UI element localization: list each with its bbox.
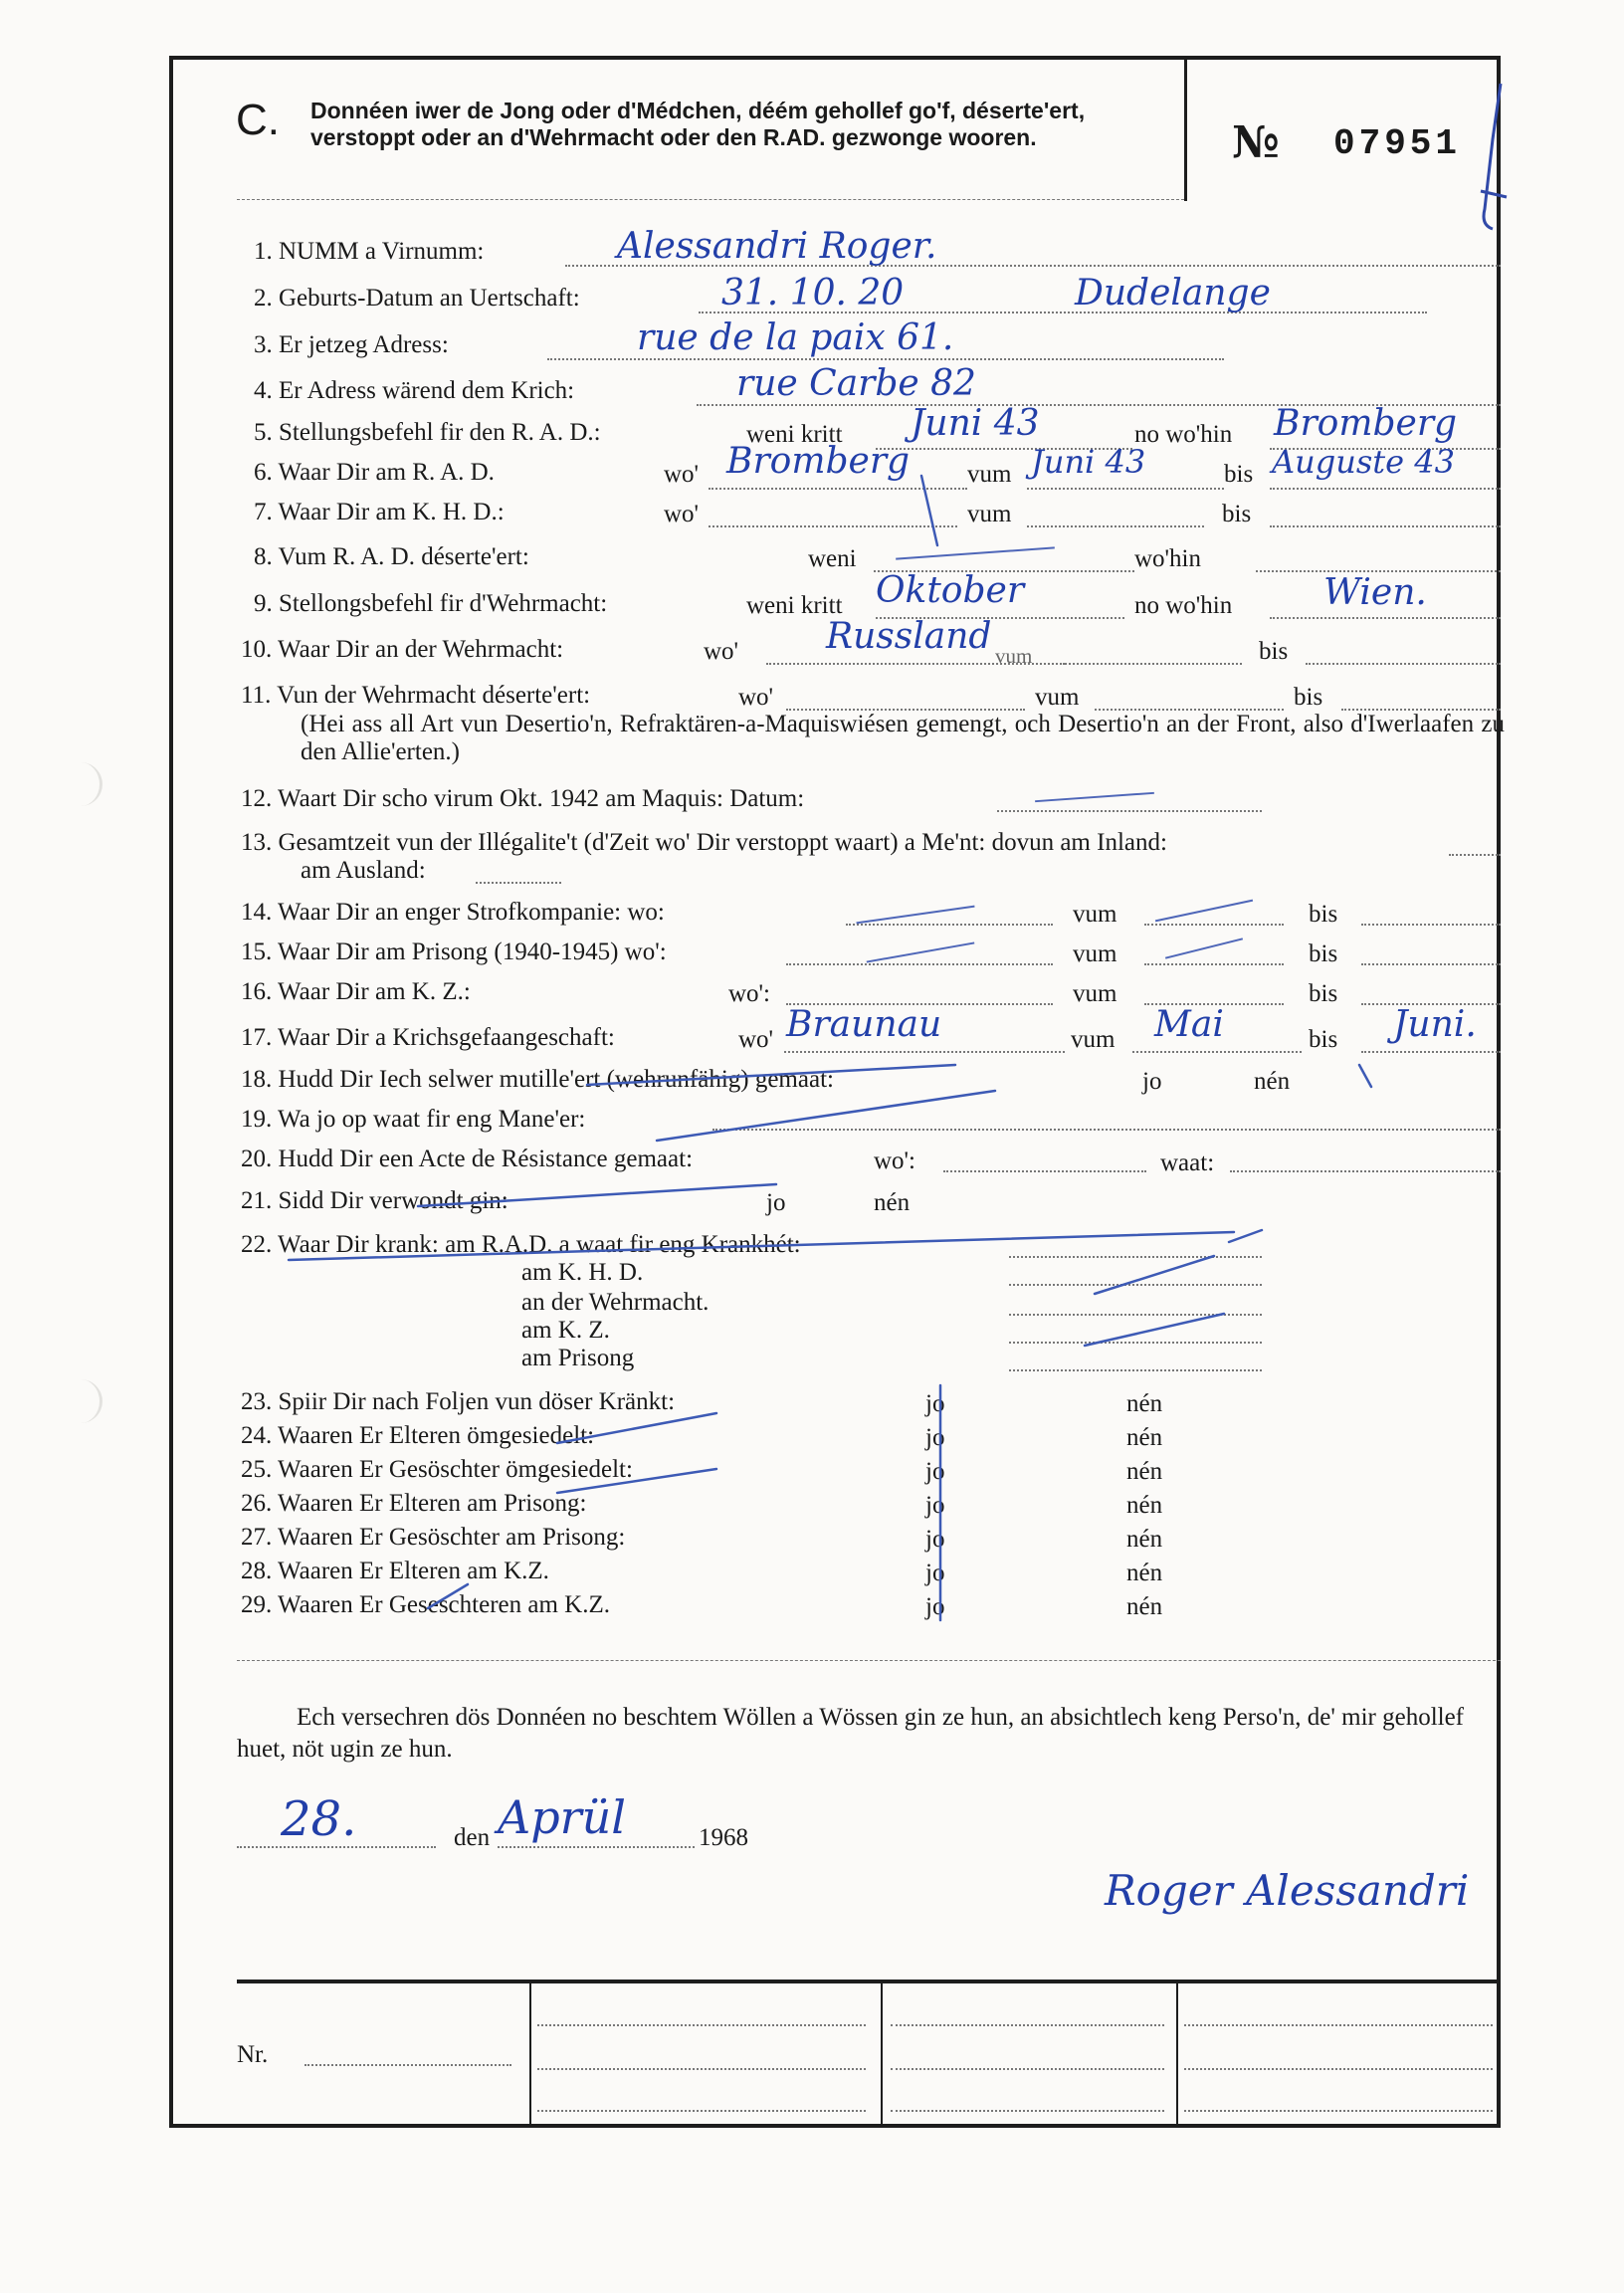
q18-jo[interactable]: jo bbox=[1142, 1068, 1162, 1095]
q20-waat-label: waat: bbox=[1160, 1149, 1215, 1176]
q14-label: 14. Waar Dir an enger Strofkompanie: wo: bbox=[241, 899, 665, 926]
footer-top-rule bbox=[237, 1980, 1501, 1983]
q26-jo[interactable]: jo bbox=[925, 1492, 945, 1519]
footer-col2-line-2 bbox=[537, 2068, 866, 2070]
footer-col3-line-3 bbox=[891, 2110, 1164, 2112]
q10-label: 10. Waar Dir an der Wehrmacht: bbox=[241, 636, 564, 663]
q23-nen[interactable]: nén bbox=[1126, 1390, 1163, 1417]
q22-line-wehrmacht: an der Wehrmacht. bbox=[521, 1289, 710, 1316]
q10-wo-value[interactable]: Russland bbox=[826, 616, 992, 657]
q6-wo-label: wo' bbox=[664, 461, 700, 488]
declaration-text bbox=[237, 1702, 1501, 1766]
q26-label: 26. Waaren Er Elteren am Prisong: bbox=[241, 1490, 587, 1517]
q29-nen[interactable]: nén bbox=[1126, 1593, 1163, 1620]
footer-col4-line-3 bbox=[1184, 2110, 1493, 2112]
q11-wo-label: wo' bbox=[738, 684, 774, 711]
q27-nen[interactable]: nén bbox=[1126, 1526, 1163, 1553]
q11-note: (Hei ass all Art vun Desertio'n, Refraktären-a-Maquiswiésen gemengt, och Desertio'n an der Front, also d'Iwerlaafen zu den Allie'erten.) bbox=[301, 711, 1505, 765]
q9-label: 9. Stellongsbefehl fir d'Wehrmacht: bbox=[254, 590, 608, 617]
q28-jo[interactable]: jo bbox=[925, 1560, 945, 1586]
q4-address-value[interactable]: rue Carbe 82 bbox=[736, 363, 976, 404]
q7-vum-label: vum bbox=[967, 501, 1012, 527]
q6-vum-value[interactable]: Juni 43 bbox=[1031, 443, 1146, 481]
q11-bis-label: bis bbox=[1294, 684, 1323, 711]
q22-line-khd: am K. H. D. bbox=[521, 1259, 644, 1286]
q18-label: 18. Hudd Dir Iech selwer mutille'ert (wehrunfähig) gemaat: bbox=[241, 1066, 834, 1093]
q10-vum-label: vum bbox=[995, 644, 1033, 668]
form-title: Donnéen iwer de Jong oder d'Médchen, déém gehollef go'f, déserte'ert, verstoppt oder an d'Wehrmacht oder den R.AD. gezwonge wooren. bbox=[310, 98, 1086, 150]
date-day-value[interactable]: 28. bbox=[281, 1791, 357, 1847]
q8-label: 8. Vum R. A. D. déserte'ert: bbox=[254, 543, 529, 570]
q5-label: 5. Stellungsbefehl fir den R. A. D.: bbox=[254, 419, 601, 446]
q17-wo-value[interactable]: Braunau bbox=[786, 1004, 942, 1045]
q8-wohin-label: wo'hin bbox=[1134, 545, 1202, 572]
footer-nr-label: Nr. bbox=[237, 2041, 269, 2068]
q17-vum-value[interactable]: Mai bbox=[1154, 1004, 1224, 1045]
q13-label-ausland: am Ausland: bbox=[301, 857, 426, 884]
q3-label: 3. Er jetzeg Adress: bbox=[254, 331, 449, 358]
q28-nen[interactable]: nén bbox=[1126, 1560, 1163, 1586]
q7-wo-label: wo' bbox=[664, 501, 700, 527]
footer-col4-line-2 bbox=[1184, 2068, 1493, 2070]
q11-vum-label: vum bbox=[1035, 684, 1080, 711]
q1-label: 1. NUMM a Virnumm: bbox=[254, 238, 485, 265]
q6-bis-value[interactable]: Auguste 43 bbox=[1272, 443, 1455, 481]
q15-label: 15. Waar Dir am Prisong (1940-1945) wo': bbox=[241, 938, 667, 965]
q4-label: 4. Er Adress wärend dem Krich: bbox=[254, 377, 575, 404]
declaration-sentence: Ech versechren dös Donnéen no beschtem Wöllen a Wössen gin ze hun, an absichtlech keng Perso'n, de' mir gehollef huet, nöt ugin ze hun. bbox=[237, 1704, 1465, 1763]
footer-col4-line-1 bbox=[1184, 2024, 1493, 2026]
q9-wohin-label: no wo'hin bbox=[1134, 592, 1233, 619]
q2-date-value[interactable]: 31. 10. 20 bbox=[721, 273, 905, 313]
q10-bis-label: bis bbox=[1259, 638, 1289, 665]
q11-label: 11. Vun der Wehrmacht déserte'ert: bbox=[241, 682, 591, 709]
q6-wo-value[interactable]: Bromberg bbox=[726, 441, 911, 482]
q15-vum-label: vum bbox=[1073, 940, 1117, 967]
q22-line-kz: am K. Z. bbox=[521, 1317, 610, 1344]
q24-label: 24. Waaren Er Elteren ömgesiedelt: bbox=[241, 1422, 595, 1449]
q9-weni-label: weni kritt bbox=[746, 592, 843, 619]
q10-wo-label: wo' bbox=[704, 638, 739, 665]
q2-place-value[interactable]: Dudelange bbox=[1075, 273, 1271, 313]
q20-wo-label: wo': bbox=[874, 1147, 916, 1174]
date-month-line bbox=[498, 1846, 695, 1848]
q17-bis-value[interactable]: Juni. bbox=[1393, 1004, 1477, 1045]
q23-label: 23. Spiir Dir nach Foljen vun döser Kränkt: bbox=[241, 1388, 676, 1415]
footer-col2-line-3 bbox=[537, 2110, 866, 2112]
q28-label: 28. Waaren Er Elteren am K.Z. bbox=[241, 1558, 549, 1584]
q21-nen[interactable]: nén bbox=[874, 1189, 911, 1216]
q27-jo[interactable]: jo bbox=[925, 1526, 945, 1553]
q16-label: 16. Waar Dir am K. Z.: bbox=[241, 978, 471, 1005]
date-year: 1968 bbox=[699, 1824, 748, 1851]
section-separator bbox=[237, 1660, 1501, 1661]
q19-label: 19. Wa jo op waat fir eng Mane'er: bbox=[241, 1106, 586, 1133]
q17-vum-label: vum bbox=[1071, 1026, 1116, 1053]
q6-label: 6. Waar Dir am R. A. D. bbox=[254, 459, 495, 486]
section-letter: C. bbox=[236, 96, 280, 144]
q24-jo[interactable]: jo bbox=[925, 1424, 945, 1451]
q29-label: 29. Waaren Er Geseschteren am K.Z. bbox=[241, 1591, 610, 1618]
footer-col3-line-2 bbox=[891, 2068, 1164, 2070]
date-den-label: den bbox=[454, 1824, 491, 1851]
footer-col2-line-1 bbox=[537, 2024, 866, 2026]
footer-nr-line bbox=[304, 2064, 511, 2066]
q25-label: 25. Waaren Er Gesöschter ömgesiedelt: bbox=[241, 1456, 633, 1483]
q17-label: 17. Waar Dir a Krichsgefaangeschaft: bbox=[241, 1024, 615, 1051]
q1-name-value[interactable]: Alessandri Roger. bbox=[617, 226, 937, 267]
q22-line-prisong: am Prisong bbox=[521, 1345, 635, 1371]
q9-weni-value[interactable]: Oktober bbox=[876, 570, 1025, 611]
q2-label: 2. Geburts-Datum an Uertschaft: bbox=[254, 285, 580, 312]
q12-label: 12. Waart Dir scho virum Okt. 1942 am Maquis: Datum: bbox=[241, 785, 805, 812]
q26-nen[interactable]: nén bbox=[1126, 1492, 1163, 1519]
q6-vum-label: vum bbox=[967, 461, 1012, 488]
signature: Roger Alessandri bbox=[1105, 1866, 1470, 1915]
q3-address-value[interactable]: rue de la paix 61. bbox=[637, 317, 954, 358]
q7-bis-label: bis bbox=[1222, 501, 1252, 527]
q16-wo-label: wo': bbox=[728, 980, 771, 1007]
q14-bis-label: bis bbox=[1309, 901, 1338, 928]
q16-bis-label: bis bbox=[1309, 980, 1338, 1007]
q20-label: 20. Hudd Dir een Acte de Résistance gemaat: bbox=[241, 1146, 694, 1172]
q13-label: 13. Gesamtzeit vun der Illégalite't (d'Zeit wo' Dir verstoppt waart) a Me'nt: dovun am Inland: bbox=[241, 829, 1167, 856]
q23-jo[interactable]: jo bbox=[925, 1390, 945, 1417]
q5-wohin-value[interactable]: Bromberg bbox=[1274, 403, 1458, 444]
q29-jo[interactable]: jo bbox=[925, 1593, 945, 1620]
q14-vum-label: vum bbox=[1073, 901, 1117, 928]
q25-nen[interactable]: nén bbox=[1126, 1458, 1163, 1485]
q5-weni-value[interactable]: Juni 43 bbox=[911, 403, 1040, 444]
date-month-value[interactable]: Aprül bbox=[498, 1790, 626, 1844]
q17-wo-label: wo' bbox=[738, 1026, 774, 1053]
q16-vum-label: vum bbox=[1073, 980, 1117, 1007]
q22-label: 22. Waar Dir krank: am R.A.D. a waat fir eng Krankhét: bbox=[241, 1231, 801, 1258]
q21-label: 21. Sidd Dir verwondt gin: bbox=[241, 1187, 508, 1214]
q17-bis-label: bis bbox=[1309, 1026, 1338, 1053]
q5-weni-label: weni kritt bbox=[746, 421, 843, 448]
number-sign: № bbox=[1232, 117, 1280, 168]
footer-col-divider bbox=[1176, 1983, 1178, 2124]
q25-jo[interactable]: jo bbox=[925, 1458, 945, 1485]
q21-jo[interactable]: jo bbox=[766, 1189, 786, 1216]
form-number: 07951 bbox=[1333, 123, 1462, 164]
q15-bis-label: bis bbox=[1309, 940, 1338, 967]
q9-wohin-value[interactable]: Wien. bbox=[1323, 572, 1427, 613]
q24-nen[interactable]: nén bbox=[1126, 1424, 1163, 1451]
footer-col3-line-1 bbox=[891, 2024, 1164, 2026]
q5-wohin-label: no wo'hin bbox=[1134, 421, 1233, 448]
footer-col-divider bbox=[881, 1983, 883, 2124]
footer-col-divider bbox=[529, 1983, 531, 2124]
q7-label: 7. Waar Dir am K. H. D.: bbox=[254, 499, 505, 525]
q18-nen[interactable]: nén bbox=[1254, 1068, 1291, 1095]
q27-label: 27. Waaren Er Gesöschter am Prisong: bbox=[241, 1524, 626, 1551]
q8-weni-label: weni bbox=[808, 545, 857, 572]
q6-bis-label: bis bbox=[1224, 461, 1254, 488]
